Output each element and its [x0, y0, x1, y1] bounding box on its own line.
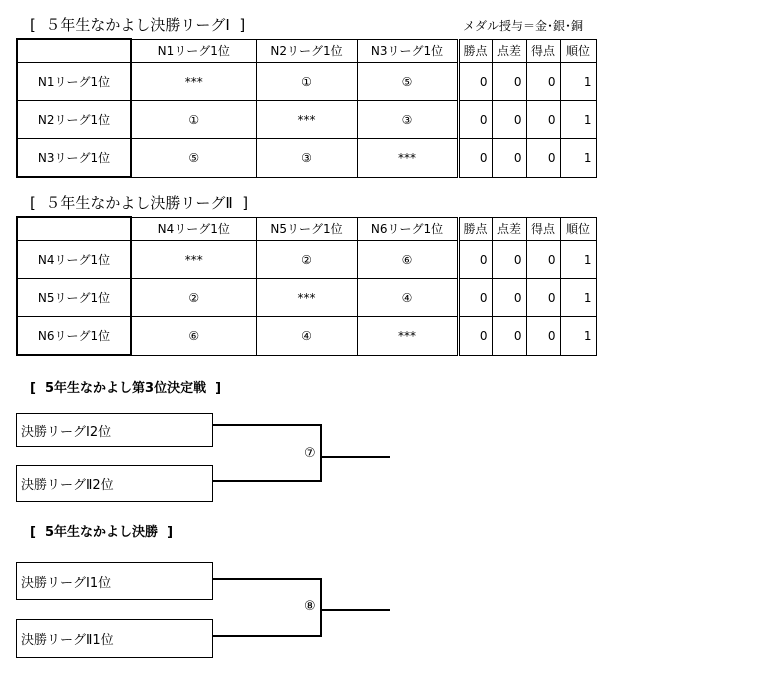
stat-cell: 0: [492, 101, 526, 139]
col-header: N4リーグ1位: [131, 217, 256, 241]
stat-cell: 0: [458, 279, 492, 317]
stat-cell: 0: [492, 279, 526, 317]
bracket-line: [321, 456, 390, 458]
match-cell: ④: [357, 279, 458, 317]
col-header: N5リーグ1位: [256, 217, 357, 241]
league-2-title: [ ５年生なかよし決勝リーグⅡ ]: [30, 194, 249, 212]
table-row: [17, 63, 596, 101]
stat-cell: 0: [458, 139, 492, 178]
col-header-diff: 点差: [492, 217, 526, 241]
col-header-points: 勝点: [458, 39, 492, 63]
stat-cell: 1: [560, 139, 596, 178]
table-row: [17, 317, 596, 356]
bracket-line: [213, 480, 321, 482]
stat-cell: 0: [526, 279, 560, 317]
match-cell: ②: [131, 279, 256, 317]
match-cell: ③: [357, 101, 458, 139]
row-header: N1リーグ1位: [17, 63, 131, 101]
col-header-goals: 得点: [526, 217, 560, 241]
bracket-line: [213, 635, 321, 637]
match-cell: ①: [256, 63, 357, 101]
medal-note: メダル授与＝金･銀･銅: [463, 19, 584, 33]
match-cell: ⑥: [131, 317, 256, 356]
row-header: N3リーグ1位: [17, 139, 131, 178]
stat-cell: 1: [560, 241, 596, 279]
stat-cell: 1: [560, 279, 596, 317]
stat-cell: 0: [492, 317, 526, 356]
bracket-line: [213, 578, 321, 580]
corner-cell: [17, 39, 131, 63]
match-cell: ⑤: [131, 139, 256, 178]
stat-cell: 0: [458, 63, 492, 101]
match-cell: ***: [131, 241, 256, 279]
row-header: N4リーグ1位: [17, 241, 131, 279]
match-cell: ⑥: [357, 241, 458, 279]
third-place-team-b: 決勝リーグⅡ2位: [16, 465, 213, 502]
stat-cell: 0: [458, 241, 492, 279]
col-header: N3リーグ1位: [357, 39, 458, 63]
match-cell: ③: [256, 139, 357, 178]
stat-cell: 0: [492, 241, 526, 279]
stat-cell: 1: [560, 101, 596, 139]
final-team-a: 決勝リーグⅠ1位: [16, 562, 213, 600]
match-cell: ⑤: [357, 63, 458, 101]
bracket-line: [320, 424, 322, 482]
col-header-rank: 順位: [560, 217, 596, 241]
match-cell: ④: [256, 317, 357, 356]
row-header: N5リーグ1位: [17, 279, 131, 317]
match-cell: ***: [131, 63, 256, 101]
league-2-table: [16, 216, 597, 356]
col-header: N2リーグ1位: [256, 39, 357, 63]
third-place-team-a: 決勝リーグⅠ2位: [16, 413, 213, 447]
bracket-line: [320, 578, 322, 637]
col-header-diff: 点差: [492, 39, 526, 63]
col-header-goals: 得点: [526, 39, 560, 63]
match-number-8: ⑧: [304, 599, 316, 614]
final-team-b: 決勝リーグⅡ1位: [16, 619, 213, 658]
stat-cell: 0: [458, 101, 492, 139]
bracket-line: [321, 609, 390, 611]
stat-cell: 1: [560, 317, 596, 356]
final-title: [ 5年生なかよし決勝 ]: [30, 525, 174, 540]
match-cell: ***: [256, 101, 357, 139]
stat-cell: 0: [526, 63, 560, 101]
match-cell: ***: [357, 139, 458, 178]
match-cell: ②: [256, 241, 357, 279]
match-cell: ①: [131, 101, 256, 139]
stat-cell: 0: [526, 101, 560, 139]
stat-cell: 0: [526, 317, 560, 356]
table-row: [17, 101, 596, 139]
stat-cell: 0: [458, 317, 492, 356]
stat-cell: 1: [560, 63, 596, 101]
match-cell: ***: [357, 317, 458, 356]
bracket-line: [213, 424, 321, 426]
corner-cell: [17, 217, 131, 241]
match-number-7: ⑦: [304, 446, 316, 461]
row-header: N6リーグ1位: [17, 317, 131, 356]
row-header: N2リーグ1位: [17, 101, 131, 139]
stat-cell: 0: [492, 139, 526, 178]
third-place-title: [ 5年生なかよし第3位決定戦 ]: [30, 381, 222, 396]
stat-cell: 0: [526, 139, 560, 178]
table-row: [17, 241, 596, 279]
league-1-table: [16, 38, 597, 178]
table-row: [17, 279, 596, 317]
col-header: N1リーグ1位: [131, 39, 256, 63]
stat-cell: 0: [492, 63, 526, 101]
match-cell: ***: [256, 279, 357, 317]
col-header-points: 勝点: [458, 217, 492, 241]
table-row: [17, 139, 596, 178]
col-header-rank: 順位: [560, 39, 596, 63]
stat-cell: 0: [526, 241, 560, 279]
col-header: N6リーグ1位: [357, 217, 458, 241]
league-1-title: [ ５年生なかよし決勝リーグⅠ ]: [30, 16, 246, 34]
